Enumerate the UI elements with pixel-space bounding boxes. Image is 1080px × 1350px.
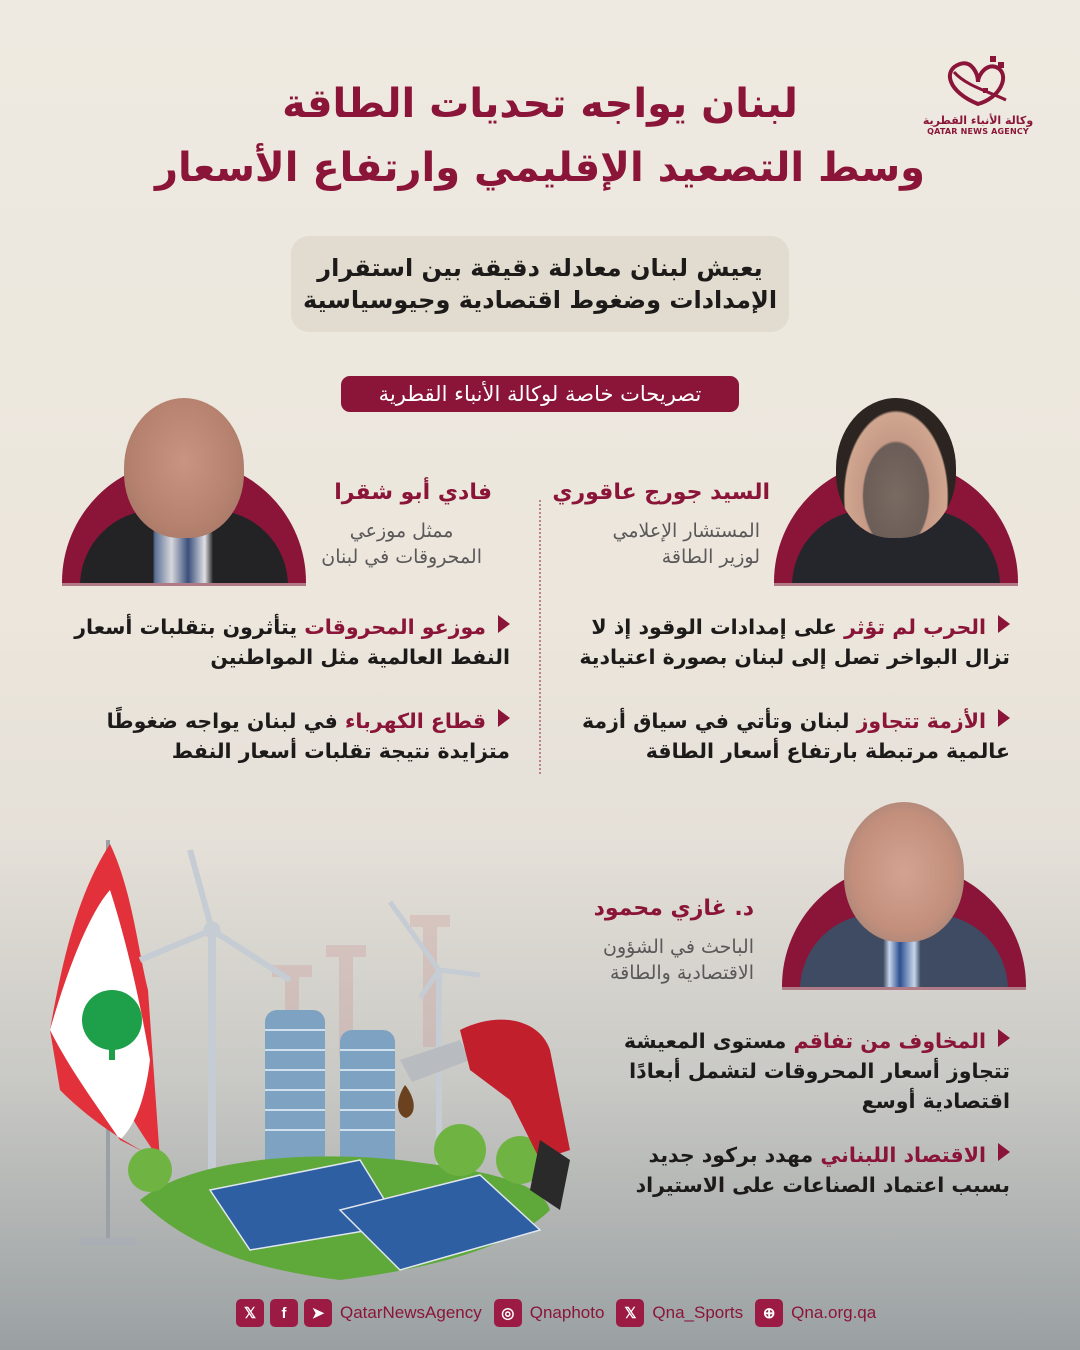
speaker-2-bullet-1: موزعو المحروقات يتأثرون بتقلبات أسعار النفط العالمية مثل المواطنين [74,615,510,669]
web-globe-icon[interactable]: ⊕ [755,1299,783,1327]
facebook-icon[interactable]: f [270,1299,298,1327]
logo-english-text: QATAR NEWS AGENCY [927,127,1029,136]
bullet-triangle-icon [998,1143,1010,1161]
energy-illustration [40,830,600,1290]
telegram-icon[interactable]: ➤ [304,1299,332,1327]
speaker-2-name: فادي أبو شقرا [334,480,492,505]
bullet-triangle-icon [498,709,510,727]
bullet-triangle-icon [998,709,1010,727]
subtitle-line-1: يعيش لبنان معادلة دقيقة بين استقرار [317,254,763,282]
speaker-1-bullet-2: الأزمة تتجاوز لبنان وتأتي في سياق أزمة عالمية مرتبطة بارتفاع أسعار الطاقة [582,709,1010,763]
subtitle-line-2: الإمدادات وضغوط اقتصادية وجيوسياسية [302,286,778,314]
x-icon[interactable]: 𝕏 [236,1299,264,1327]
speaker-1-portrait [774,396,1018,586]
speaker-2-portrait [62,396,306,586]
page-title [120,72,960,200]
speaker-1-role: المستشار الإعلامي لوزير الطاقة [612,520,760,568]
speaker-3-bullet-2: الاقتصاد اللبناني مهدد بركود جديد بسبب اعتماد الصناعات على الاستيراد [635,1143,1010,1197]
title-line-2: وسط التصعيد الإقليمي وارتفاع الأسعار [154,145,926,191]
bullet-triangle-icon [498,615,510,633]
speaker-2-bullet-2: قطاع الكهرباء في لبنان يواجه ضغوطًا متزايدة نتيجة تقلبات أسعار النفط [106,709,510,763]
handle-sports-link[interactable]: Qna_Sports [652,1303,744,1322]
speaker-1-bullet-1: الحرب لم تؤثر على إمدادات الوقود إذ لا تزال البواخر تصل إلى لبنان بصورة اعتيادية [579,615,1010,669]
speaker-3-bullet-1: المخاوف من تفاقم مستوى المعيشة تتجاوز أسعار المحروقات لتشمل أبعادًا اقتصادية أوسع [623,1029,1010,1113]
title-line-1: لبنان يواجه تحديات الطاقة [282,81,798,127]
instagram-icon[interactable]: ◎ [494,1299,522,1327]
website-link[interactable]: Qna.org.qa [791,1303,877,1322]
social-footer [236,1298,882,1328]
bullet-triangle-icon [998,1029,1010,1047]
section-label: تصريحات خاصة لوكالة الأنباء القطرية [341,376,739,412]
column-divider [539,500,541,774]
handle-main-link[interactable]: QatarNewsAgency [340,1303,482,1322]
subtitle-box [291,236,789,332]
speaker-1-name: السيد جورج عاقوري [552,480,770,505]
logo-arabic-text: وكالة الأنباء القطرية [922,114,1034,127]
speaker-2-role: ممثل موزعي المحروقات في لبنان [321,520,482,568]
bullet-triangle-icon [998,615,1010,633]
x-sports-icon[interactable]: 𝕏 [616,1299,644,1327]
speaker-3-name: د. غازي محمود [593,896,754,921]
speaker-3-role: الباحث في الشؤون الاقتصادية والطاقة [603,936,754,984]
speaker-3-portrait [782,800,1026,990]
handle-photo-link[interactable]: Qnaphoto [529,1303,605,1322]
